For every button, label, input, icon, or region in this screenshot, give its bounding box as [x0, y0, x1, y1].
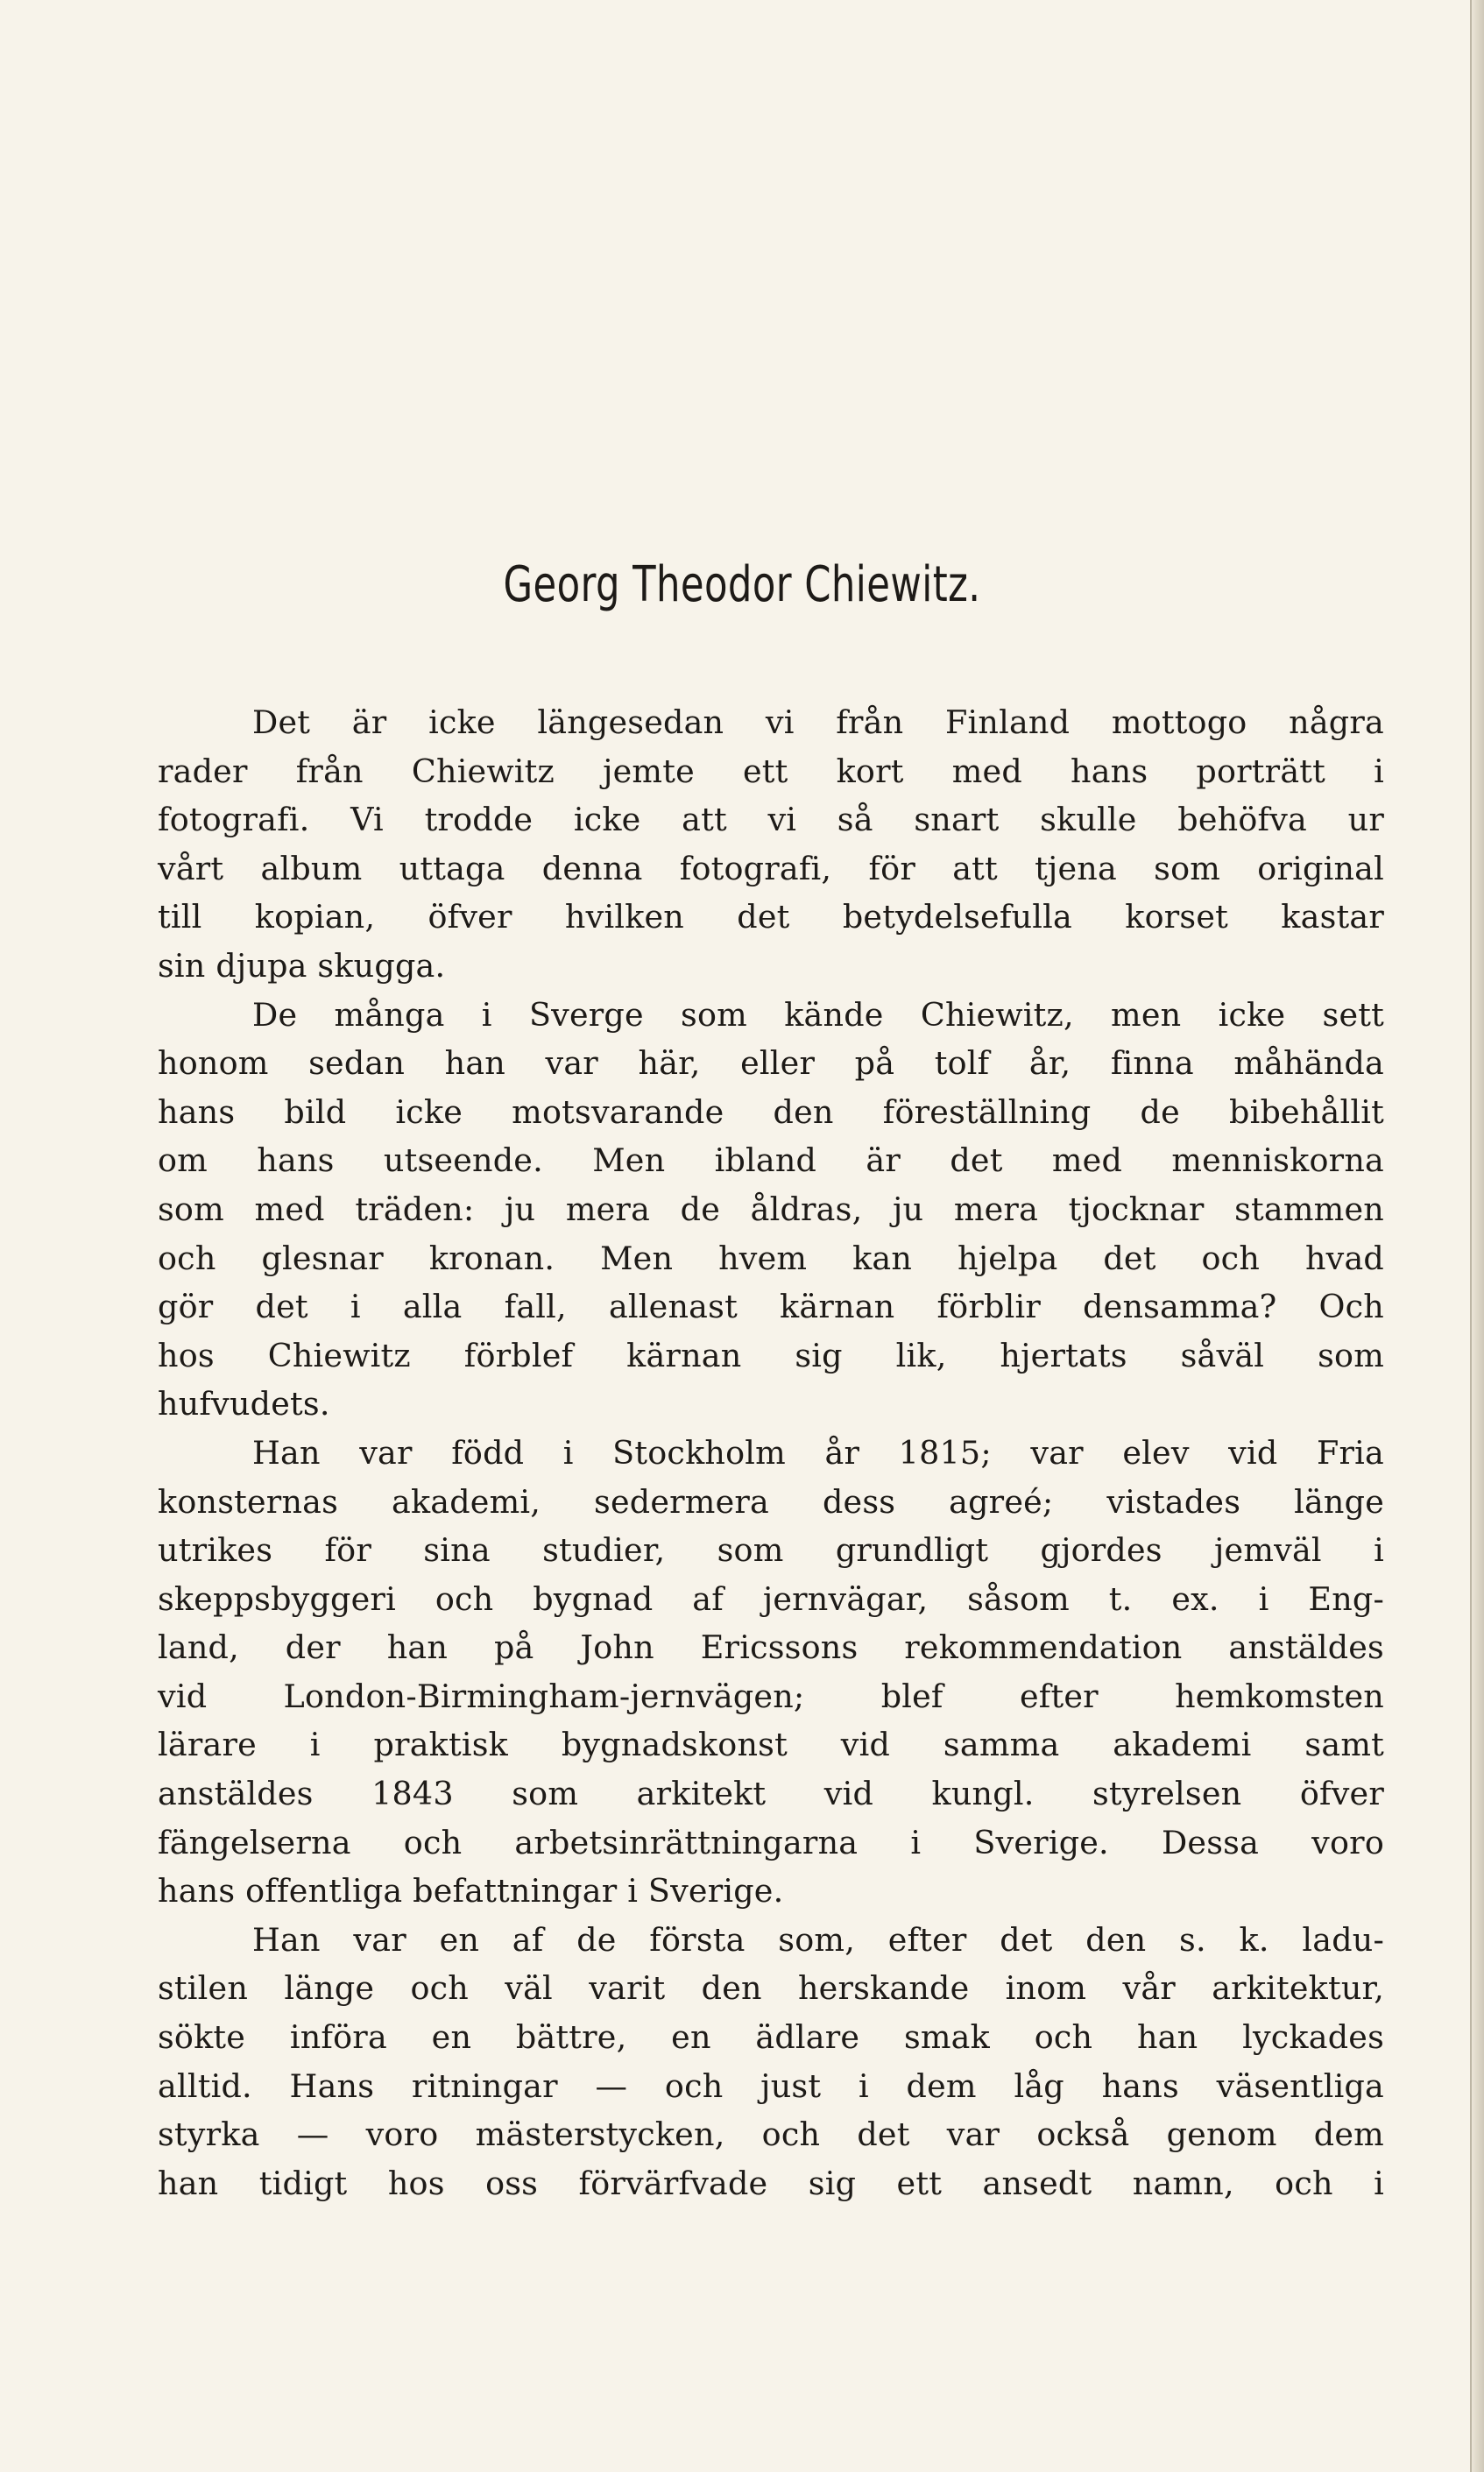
text-line: konsternas akademi, sedermera dess agreé; vistades länge — [158, 1482, 1384, 1521]
text-line: skeppsbyggeri och bygnad af jernvägar, såsom t. ex. i Eng- — [158, 1579, 1384, 1618]
text-line: sin djupa skugga. — [158, 946, 446, 985]
page-edge-line — [1470, 0, 1472, 2472]
text-line: till kopian, öfver hvilken det betydelsefulla korset kastar — [158, 898, 1384, 936]
page-edge — [1470, 0, 1484, 2472]
text-line: hufvudets. — [158, 1385, 330, 1423]
text-line: som med träden: ju mera de åldras, ju mera tjocknar stammen — [158, 1190, 1384, 1228]
body-text — [158, 698, 1384, 2207]
text-line: om hans utseende. Men ibland är det med menniskorna — [158, 1141, 1384, 1180]
text-line: De många i Sverge som kände Chiewitz, men icke sett — [252, 995, 1384, 1034]
text-line: sökte införa en bättre, en ädlare smak och han lyckades — [158, 2018, 1384, 2057]
text-line: och glesnar kronan. Men hvem kan hjelpa det och hvad — [158, 1239, 1384, 1277]
text-line: hos Chiewitz förblef kärnan sig lik, hjertats såväl som — [158, 1336, 1384, 1374]
text-line: vid London-Birmingham-jernvägen; blef efter hemkomsten — [158, 1677, 1384, 1715]
text-line: utrikes för sina studier, som grundligt gjordes jemväl i — [158, 1531, 1384, 1570]
page-title: Georg Theodor Chiewitz. — [503, 556, 981, 613]
text-line: rader från Chiewitz jemte ett kort med hans porträtt i — [158, 752, 1384, 790]
text-line: vårt album uttaga denna fotografi, för att tjena som original — [158, 849, 1384, 887]
text-line: fängelserna och arbetsinrättningarna i Sverige. Dessa voro — [158, 1823, 1384, 1861]
text-line: han tidigt hos oss förvärfvade sig ett ansedt namn, och i — [158, 2164, 1384, 2202]
text-line: gör det i alla fall, allenast kärnan förblir densamma? Och — [158, 1288, 1384, 1326]
text-line: anstäldes 1843 som arkitekt vid kungl. styrelsen öfver — [158, 1775, 1384, 1813]
text-line: hans offentliga befattningar i Sverige. — [158, 1872, 784, 1911]
text-line: lärare i praktisk bygnadskonst vid samma akademi samt — [158, 1726, 1384, 1764]
text-line: land, der han på John Ericssons rekommendation anstäldes — [158, 1628, 1384, 1667]
text-line: Han var född i Stockholm år 1815; var elev vid Fria — [252, 1433, 1384, 1472]
text-line: alltid. Hans ritningar — och just i dem låg hans väsentliga — [158, 2066, 1384, 2105]
text-line: Han var en af de första som, efter det den s. k. ladu- — [252, 1920, 1384, 1959]
text-line: hans bild icke motsvarande den föreställning de bibehållit — [158, 1092, 1384, 1131]
text-line: Det är icke längesedan vi från Finland mottogo några — [252, 703, 1384, 741]
text-line: honom sedan han var här, eller på tolf år, finna måhända — [158, 1044, 1384, 1083]
text-line: fotografi. Vi trodde icke att vi så snart skulle behöfva ur — [158, 801, 1384, 839]
text-line: styrka — voro mästerstycken, och det var också genom dem — [158, 2115, 1384, 2154]
text-line: stilen länge och väl varit den herskande inom vår arkitektur, — [158, 1969, 1384, 2008]
